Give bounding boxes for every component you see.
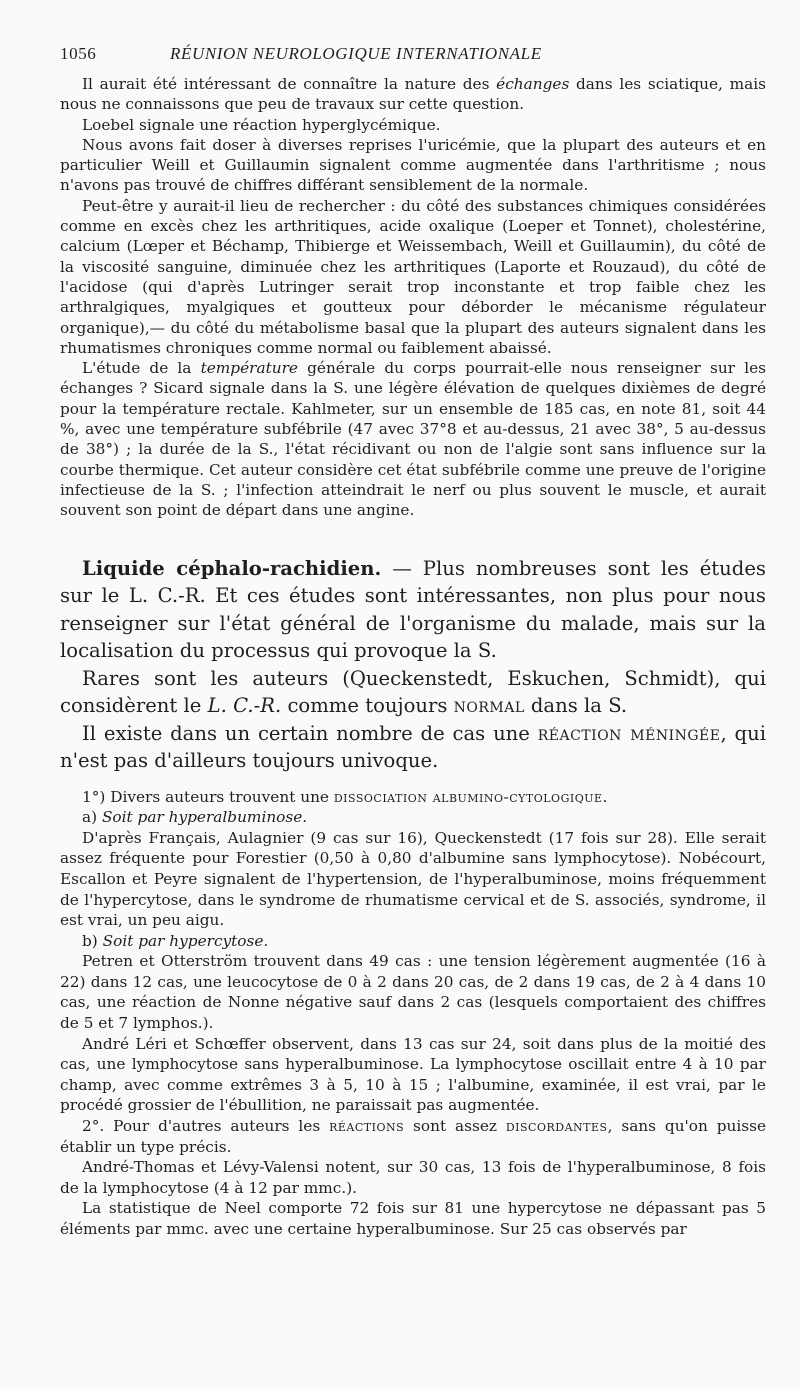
italic-term: Soit par hypercytose. <box>102 931 269 950</box>
section-heading-paragraph <box>60 555 766 665</box>
small-caps-term: réactions <box>329 1117 405 1136</box>
text-run: 2°. Pour d'autres auteurs les <box>82 1117 330 1136</box>
paragraph: Loebel signale une réaction hyperglycémique. <box>82 115 441 134</box>
italic-term: température <box>200 359 298 378</box>
text-run: — Plus nombreuses sont les études sur le L. C.-R. Et ces études sont intéressantes, non plus pour nous renseigner sur l'état général de l'organisme du malade, mais sur la localisation du processus qui provoque la S. <box>60 556 766 663</box>
csf-section <box>60 555 766 775</box>
small-caps-term: normal <box>453 694 525 718</box>
paragraph <box>60 665 766 720</box>
paragraph: André-Thomas et Lévy-Valensi notent, sur 30 cas, 13 fois de l'hyperalbuminose, 8 fois de la lymphocytose (4 à 12 par mmc.). <box>60 1158 766 1197</box>
text-run: L'étude de la <box>82 359 201 378</box>
text-run: Rares sont les auteurs (Queckenstedt, Eskuchen, Schmidt), qui considèrent le <box>60 666 766 718</box>
paragraph <box>60 1116 766 1157</box>
paragraph <box>60 358 766 520</box>
document-page <box>60 44 766 1240</box>
paragraph <box>60 74 766 115</box>
italic-term: L. C.-R. <box>207 694 282 718</box>
text-run: sont assez <box>404 1117 506 1136</box>
small-caps-term: dissociation albumino-cytologique <box>333 787 603 806</box>
text-run: 1°) Divers auteurs trouvent une <box>82 787 334 806</box>
text-run: Il aurait été intéressant de connaître la nature des <box>82 75 497 93</box>
section-heading: Liquide céphalo-rachidien. <box>82 556 382 580</box>
text-run: a) <box>82 808 102 827</box>
italic-term: Soit par hyperalbuminose. <box>101 808 308 827</box>
page-header <box>60 44 766 64</box>
small-caps-term: réaction méningée <box>537 721 721 745</box>
paragraph <box>60 787 766 808</box>
subheading <box>60 807 766 828</box>
text-run: b) <box>82 931 103 950</box>
metabolism-section <box>60 74 766 521</box>
csf-findings-section <box>60 787 766 1240</box>
paragraph: Nous avons fait doser à diverses reprises l'uricémie, que la plupart des auteurs et en particulier Weill et Guillaumin signalent comme augmentée dans l'arthritisme ; nous n'avons pas trouvé de chiffres différant sensiblement de la normale. <box>60 135 766 195</box>
running-title: RÉUNION NEUROLOGIQUE INTERNATIONALE <box>170 44 542 63</box>
paragraph <box>60 720 766 775</box>
text-run: dans les sciatique, mais nous ne connaissons que peu de travaux sur cette question. <box>60 75 766 114</box>
text-run: , sans qu'on puisse établir un type précis. <box>60 1117 767 1156</box>
text-run: générale du corps pourrait-elle nous renseigner sur les échanges ? Sicard signale dans la S. une légère élévation de quelques dixièmes de degré pour la température rectale. Kahlmeter, sur un ensemble de 185 cas, en note 81, soit 44 %, avec une température subfébrile (47 avec 37°8 et au-dessus, 21 avec 38°, 5 au-dessus de 38°) ; la durée de la S., l'état récidivant ou non de l'algie sont sans influence sur la courbe thermique. Cet auteur considère cet état subfébrile comme une preuve de l'origine infectieuse de la S. ; l'infection atteindrait le nerf ou plus souvent le muscle, et aurait souvent son point de départ dans une angine. <box>60 359 766 520</box>
paragraph: Peut-être y aurait-il lieu de rechercher : du côté des substances chimiques considérées comme en excès chez les arthritiques, acide oxalique (Loeper et Tonnet), cholestérine, calcium (Lœper et Béchamp, Thibierge et Weissembach, Weill et Guillaumin), du côté de la viscosité sanguine, diminuée chez les arthritiques (Laporte et Rouzaud), du côté de l'acidose (qui d'après Lutringer serait trop inconstante et trop faible chez les arthralgiques, myalgiques et goutteux pour déborder le mécanisme régulateur organique),— du côté du métabolisme basal que la plupart des auteurs signalent dans les rhumatismes chroniques comme normal ou faiblement abaissé. <box>60 196 766 357</box>
text-run: dans la S. <box>524 694 628 718</box>
text-run: comme toujours <box>281 694 454 718</box>
paragraph: D'après Français, Aulagnier (9 cas sur 16), Queckenstedt (17 fois sur 28). Elle serait assez fréquente pour Forestier (0,50 à 0,80 d'albumine sans lymphocytose). Nobécourt, Escallon et Peyre signalent de l'hypertension, de l'hyperalbuminose, moins fréquemment de l'hypercytose, dans le syndrome de rhumatisme cervical et de S. associés, syndrome, il est vrai, un peu aigu. <box>60 828 766 930</box>
subheading <box>60 931 766 952</box>
paragraph: Petren et Otterström trouvent dans 49 cas : une tension légèrement augmentée (16 à 22) dans 12 cas, une leucocytose de 0 à 2 dans 20 cas, de 2 dans 19 cas, de 2 à 4 dans 10 cas, une réaction de Nonne négative sauf dans 2 cas (lesquels comportaient des chiffres de 5 et 7 lymphos.). <box>60 952 766 1033</box>
text-run: , qui n'est pas d'ailleurs toujours univoque. <box>60 721 766 773</box>
paragraph: La statistique de Neel comporte 72 fois sur 81 une hypercytose ne dépassant pas 5 éléments par mmc. avec une certaine hyperalbuminose. Sur 25 cas observés par <box>60 1199 766 1238</box>
text-run: Il existe dans un certain nombre de cas une <box>82 721 538 745</box>
page-number: 1056 <box>60 44 97 63</box>
text-run: . <box>602 787 608 806</box>
italic-term: échanges <box>496 75 570 93</box>
paragraph: André Léri et Schœffer observent, dans 13 cas sur 24, soit dans plus de la moitié des cas, une lymphocytose sans hyperalbuminose. La lymphocytose oscillait entre 4 à 10 par champ, avec comme extrêmes 3 à 5, 10 à 15 ; l'albumine, examinée, il est vrai, par le procédé grossier de l'ébullition, ne paraissait pas augmentée. <box>60 1034 766 1115</box>
small-caps-term: discordantes <box>505 1117 608 1136</box>
